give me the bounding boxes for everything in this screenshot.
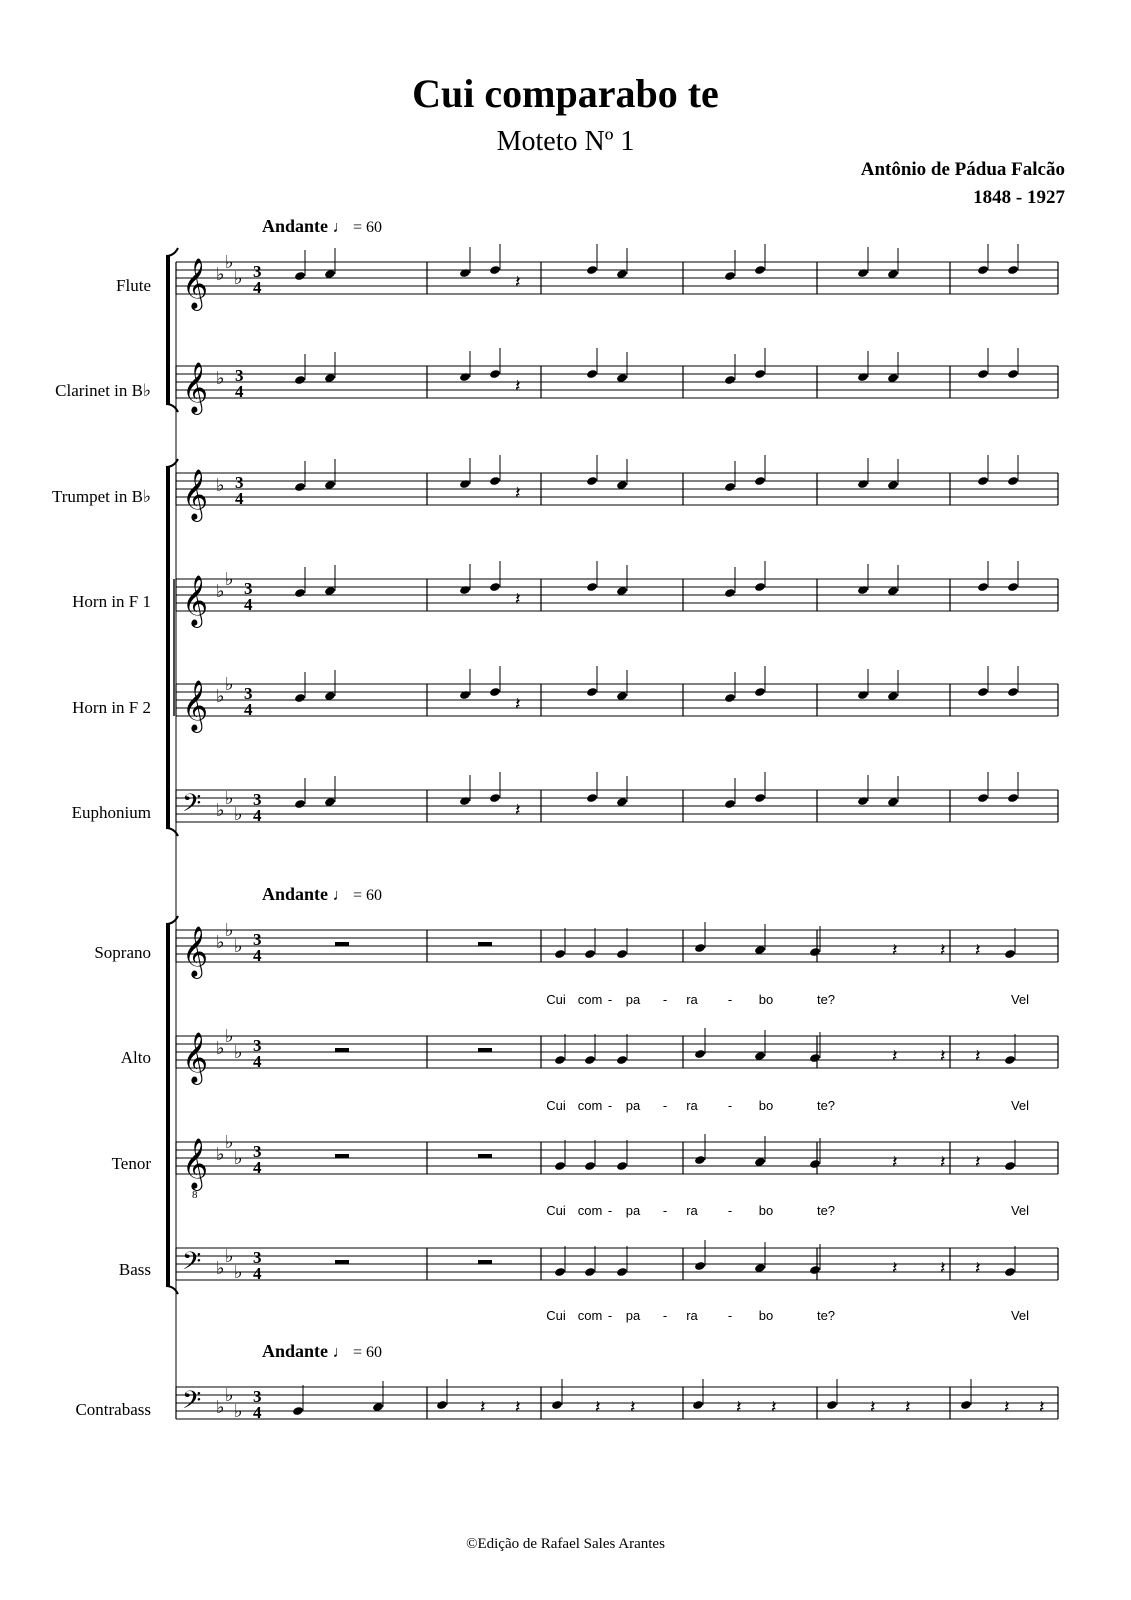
flat-icon: ♭ [234,268,243,289]
lyric-syllable: Vel [1010,1098,1030,1113]
time-signature-bottom: 4 [253,806,262,825]
note-head [1007,687,1019,697]
tempo-text: Andante [262,884,329,904]
note-head [1007,265,1019,275]
treble-clef-icon: 𝄞 [182,926,209,977]
instrument-label-horn-1: Horn in F 1 [72,592,151,611]
time-signature-bottom: 4 [235,382,244,401]
note-head [294,482,306,492]
time-signature-bottom: 4 [253,1264,262,1283]
instrument-label-euphonium: Euphonium [71,803,151,822]
instrument-label-horn-2: Horn in F 2 [72,698,151,717]
quarter-rest-icon: 𝄽 [515,376,521,397]
note-head [294,588,306,598]
quarter-rest-icon: 𝄽 [630,1397,636,1418]
note-head [459,479,471,489]
time-signature-bottom: 4 [253,946,262,965]
note-head [977,793,989,803]
lyric-syllable: te? [816,1203,836,1218]
note-head [294,693,306,703]
lyric-syllable: com [577,992,603,1007]
bass-clef-icon: 𝄢 [182,1247,202,1282]
lyric-syllable: pa [625,1098,641,1113]
note-head [554,1267,566,1277]
lyric-hyphen: - [662,1308,668,1323]
tempo-text: Andante [262,1341,329,1361]
lyric-syllable: te? [816,992,836,1007]
note-head [616,949,628,959]
treble-clef-icon: 𝄞 [182,469,209,520]
quarter-rest-icon: 𝄽 [515,800,521,821]
time-signature-top: 3 [235,473,244,492]
whole-rest-icon [478,1154,492,1158]
note-head [554,1055,566,1065]
note-head [1004,1267,1016,1277]
time-signature-bottom: 4 [244,595,253,614]
note-head [616,1055,628,1065]
lyric-hyphen: - [727,1203,733,1218]
note-head [754,687,766,697]
time-signature-bottom: 4 [253,1403,262,1422]
quarter-rest-icon: 𝄽 [771,1397,777,1418]
score-subtitle: Moteto Nº 1 [496,126,635,157]
score-title: Cui comparabo te [412,71,719,116]
lyric-syllable: ra [686,1308,698,1323]
flat-icon: ♭ [225,1246,234,1267]
note-head [754,476,766,486]
note-head [857,372,869,382]
note-head [692,1400,704,1410]
whole-rest-icon [478,1260,492,1264]
note-head [826,1400,838,1410]
whole-rest-icon [335,1260,349,1264]
flat-icon: ♭ [216,1038,225,1059]
lyric-hyphen: - [727,1098,733,1113]
flat-icon: ♭ [216,581,225,602]
quarter-note-icon: ♩ [332,887,349,904]
note-head [694,1049,706,1059]
note-head [1007,793,1019,803]
note-head [551,1400,563,1410]
lyric-syllable: com [577,1203,603,1218]
flat-icon: ♭ [216,932,225,953]
note-head [586,687,598,697]
lyric-hyphen: - [607,1203,613,1218]
note-head [459,585,471,595]
tempo-value: = 60 [353,219,383,236]
lyric-syllable: Vel [1010,1308,1030,1323]
note-head [754,265,766,275]
flat-icon: ♭ [216,686,225,707]
note-head [489,582,501,592]
lyric-syllable: bo [758,1203,774,1218]
note-head [857,796,869,806]
note-head [294,271,306,281]
bass-clef-icon: 𝄢 [182,1386,202,1421]
note-head [724,799,736,809]
note-head [1004,949,1016,959]
whole-rest-icon [335,1048,349,1052]
flat-icon: ♭ [234,1401,243,1422]
note-head [977,369,989,379]
quarter-rest-icon: 𝄽 [905,1397,911,1418]
quarter-rest-icon: 𝄽 [515,483,521,504]
time-signature-top: 3 [253,930,262,949]
quarter-rest-icon: 𝄽 [975,1046,981,1067]
note-head [857,268,869,278]
flat-icon: ♭ [216,1144,225,1165]
time-signature-bottom: 4 [253,1158,262,1177]
instrument-label-tenor: Tenor [111,1154,151,1173]
lyric-hyphen: - [727,1308,733,1323]
flat-icon: ♭ [225,788,234,809]
note-head [1007,369,1019,379]
quarter-rest-icon: 𝄽 [595,1397,601,1418]
note-head [754,369,766,379]
time-signature-top: 3 [253,1387,262,1406]
octave-mark: 8 [192,1189,198,1201]
quarter-rest-icon: 𝄽 [870,1397,876,1418]
instrument-label-clarinet: Clarinet in B♭ [55,381,151,400]
note-head [584,1267,596,1277]
quarter-rest-icon: 𝄽 [515,272,521,293]
time-signature-top: 3 [253,1142,262,1161]
whole-rest-icon [478,942,492,946]
note-head [459,268,471,278]
quarter-note-icon: ♩ [332,219,349,236]
instrument-label-trumpet: Trumpet in B♭ [51,487,151,506]
treble-clef-icon: 𝄞 [182,1138,209,1189]
instrument-label-flute: Flute [116,276,151,295]
treble-clef-icon: 𝄞 [182,258,209,309]
quarter-rest-icon: 𝄽 [480,1397,486,1418]
flat-icon: ♭ [225,920,234,941]
lyric-hyphen: - [662,1098,668,1113]
whole-rest-icon [335,1154,349,1158]
composer-name: Antônio de Pádua Falcão [860,159,1065,180]
flat-icon: ♭ [225,674,234,695]
lyric-syllable: Cui [546,1308,566,1323]
note-head [724,375,736,385]
flat-icon: ♭ [216,264,225,285]
tempo-text: Andante [262,216,329,236]
flat-icon: ♭ [225,1385,234,1406]
lyric-syllable: pa [625,1203,641,1218]
instrument-label-contrabass: Contrabass [75,1400,151,1419]
note-head [977,265,989,275]
treble-clef-icon: 𝄞 [182,680,209,731]
woodwind-bracket-hook-top [166,248,178,256]
composer-dates: 1848 - 1927 [973,187,1065,208]
lyric-hyphen: - [727,992,733,1007]
lyric-hyphen: - [662,992,668,1007]
note-head [857,585,869,595]
note-head [724,693,736,703]
lyric-hyphen: - [607,1098,613,1113]
flat-icon: ♭ [216,1397,225,1418]
note-head [584,1161,596,1171]
note-head [586,582,598,592]
lyric-syllable: com [577,1308,603,1323]
note-head [809,1053,821,1063]
lyric-syllable: bo [758,1308,774,1323]
tempo-value: = 60 [353,887,383,904]
time-signature-bottom: 4 [235,489,244,508]
note-head [1007,476,1019,486]
note-head [584,949,596,959]
quarter-rest-icon: 𝄽 [940,1258,946,1279]
note-head [724,482,736,492]
lyric-syllable: com [577,1098,603,1113]
time-signature-bottom: 4 [253,278,262,297]
flat-icon: ♭ [225,1132,234,1153]
time-signature-top: 3 [253,790,262,809]
note-head [724,588,736,598]
note-head [436,1400,448,1410]
lyric-syllable: Cui [546,992,566,1007]
quarter-rest-icon: 𝄽 [940,1046,946,1067]
note-head [809,1159,821,1169]
note-head [754,793,766,803]
time-signature-top: 3 [253,1036,262,1055]
quarter-rest-icon: 𝄽 [515,589,521,610]
time-signature-top: 3 [253,1248,262,1267]
note-head [586,793,598,803]
edition-credit: ©Edição de Rafael Sales Arantes [466,1536,665,1552]
flat-icon: ♭ [216,475,225,496]
note-head [459,690,471,700]
note-head [809,1265,821,1275]
note-head [857,479,869,489]
quarter-note-icon: ♩ [332,1344,349,1361]
flat-icon: ♭ [234,804,243,825]
note-head [489,369,501,379]
note-head [489,793,501,803]
flat-icon: ♭ [234,1148,243,1169]
note-head [584,1055,596,1065]
quarter-rest-icon: 𝄽 [515,694,521,715]
lyric-syllable: ra [686,1203,698,1218]
lyric-syllable: Vel [1010,1203,1030,1218]
flat-icon: ♭ [225,569,234,590]
note-head [294,375,306,385]
lyric-syllable: pa [625,1308,641,1323]
lyric-syllable: Cui [546,1203,566,1218]
note-head [857,690,869,700]
quarter-rest-icon: 𝄽 [892,1258,898,1279]
note-head [586,369,598,379]
note-head [977,582,989,592]
flat-icon: ♭ [225,1026,234,1047]
quarter-rest-icon: 𝄽 [736,1397,742,1418]
quarter-rest-icon: 𝄽 [975,940,981,961]
note-head [724,271,736,281]
lyric-syllable: bo [758,992,774,1007]
note-head [489,687,501,697]
flat-icon: ♭ [216,800,225,821]
instrument-label-alto: Alto [120,1048,151,1067]
note-head [1007,582,1019,592]
note-head [554,949,566,959]
quarter-rest-icon: 𝄽 [975,1258,981,1279]
note-head [489,265,501,275]
time-signature-top: 3 [244,684,253,703]
note-head [977,687,989,697]
lyric-syllable: ra [686,1098,698,1113]
note-head [292,1406,304,1416]
quarter-rest-icon: 𝄽 [1039,1397,1045,1418]
time-signature-top: 3 [244,579,253,598]
lyric-syllable: bo [758,1098,774,1113]
lyric-syllable: te? [816,1308,836,1323]
quarter-rest-icon: 𝄽 [1004,1397,1010,1418]
flat-icon: ♭ [234,1262,243,1283]
quarter-rest-icon: 𝄽 [515,1397,521,1418]
flat-icon: ♭ [234,936,243,957]
quarter-rest-icon: 𝄽 [892,1046,898,1067]
note-head [554,1161,566,1171]
note-head [489,476,501,486]
quarter-rest-icon: 𝄽 [940,940,946,961]
treble-clef-icon: 𝄞 [182,575,209,626]
treble-clef-icon: 𝄞 [182,362,209,413]
lyric-hyphen: - [607,1308,613,1323]
note-head [616,1161,628,1171]
note-head [694,1155,706,1165]
note-head [616,1267,628,1277]
lyric-syllable: ra [686,992,698,1007]
time-signature-top: 3 [253,262,262,281]
quarter-rest-icon: 𝄽 [892,1152,898,1173]
quarter-rest-icon: 𝄽 [975,1152,981,1173]
lyric-syllable: pa [625,992,641,1007]
instrument-label-bass: Bass [118,1260,151,1279]
note-head [1004,1055,1016,1065]
lyric-syllable: Vel [1010,992,1030,1007]
note-head [459,372,471,382]
note-head [977,476,989,486]
time-signature-bottom: 4 [253,1052,262,1071]
flat-icon: ♭ [225,252,234,273]
instrument-label-soprano: Soprano [94,943,151,962]
lyric-syllable: te? [816,1098,836,1113]
note-head [754,582,766,592]
treble-clef-icon: 𝄞 [182,1032,209,1083]
quarter-rest-icon: 𝄽 [940,1152,946,1173]
flat-icon: ♭ [216,368,225,389]
note-head [809,947,821,957]
whole-rest-icon [478,1048,492,1052]
note-head [960,1400,972,1410]
bass-clef-icon: 𝄢 [182,789,202,824]
time-signature-bottom: 4 [244,700,253,719]
tempo-value: = 60 [353,1344,383,1361]
flat-icon: ♭ [216,1258,225,1279]
note-head [294,799,306,809]
lyric-syllable: Cui [546,1098,566,1113]
time-signature-top: 3 [235,366,244,385]
lyric-hyphen: - [662,1203,668,1218]
lyric-hyphen: - [607,992,613,1007]
flat-icon: ♭ [234,1042,243,1063]
note-head [694,1261,706,1271]
note-head [586,265,598,275]
note-head [459,796,471,806]
note-head [586,476,598,486]
note-head [1004,1161,1016,1171]
quarter-rest-icon: 𝄽 [892,940,898,961]
whole-rest-icon [335,942,349,946]
note-head [694,943,706,953]
